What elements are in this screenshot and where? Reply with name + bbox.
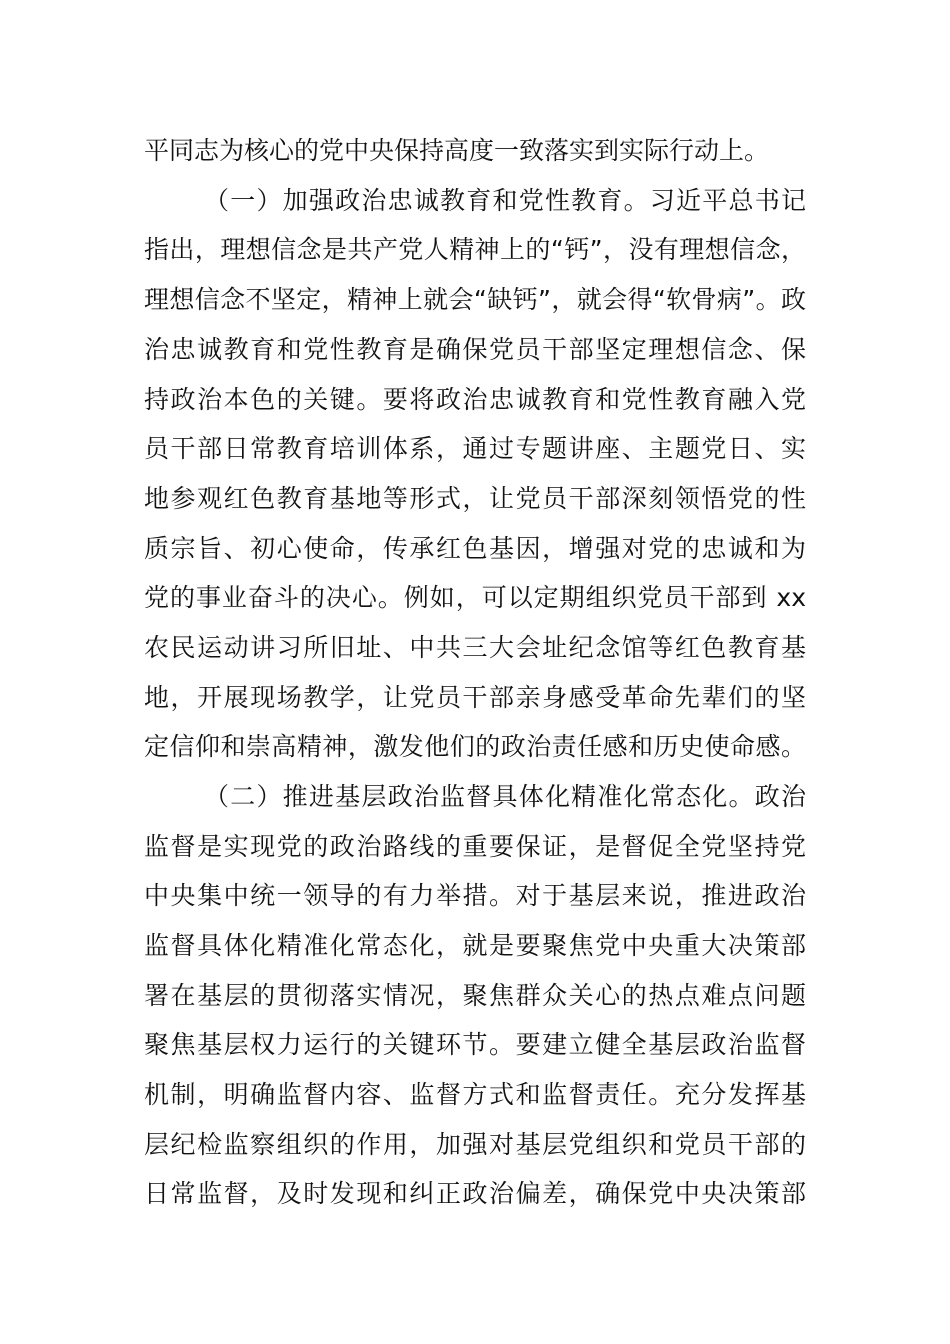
text-line: 员干部日常教育培训体系，通过专题讲座、主题党日、实	[144, 434, 806, 463]
text-line: 中央集中统一领导的有力举措。对于基层来说，推进政治	[144, 881, 806, 910]
text-line: 持政治本色的关键。要将政治忠诚教育和党性教育融入党	[144, 385, 806, 414]
text-line: 地参观红色教育基地等形式，让党员干部深刻领悟党的性	[144, 484, 806, 513]
text-line: 监督是实现党的政治路线的重要保证，是督促全党坚持党	[144, 832, 806, 861]
text-line: 日常监督，及时发现和纠正政治偏差，确保党中央决策部	[144, 1179, 806, 1208]
text-line: 党的事业奋斗的决心。例如，可以定期组织党员干部到 xx	[144, 583, 806, 612]
text-line: 平同志为核心的党中央保持高度一致落实到实际行动上。	[144, 136, 770, 165]
text-line: 监督具体化精准化常态化，就是要聚焦党中央重大决策部	[144, 931, 806, 960]
text-line: 机制，明确监督内容、监督方式和监督责任。充分发挥基	[144, 1080, 806, 1109]
text-line: 指出，理想信念是共产党人精神上的“钙”，没有理想信念，	[144, 235, 806, 264]
text-line: 治忠诚教育和党性教育是确保党员干部坚定理想信念、保	[144, 335, 806, 364]
text-line: 定信仰和崇高精神，激发他们的政治责任感和历史使命感。	[144, 732, 806, 761]
text-line: 地，开展现场教学，让党员干部亲身感受革命先辈们的坚	[144, 683, 806, 712]
text-line: 质宗旨、初心使命，传承红色基因，增强对党的忠诚和为	[144, 534, 806, 563]
text-line: 署在基层的贯彻落实情况，聚焦群众关心的热点难点问题	[144, 981, 806, 1010]
text-line: 农民运动讲习所旧址、中共三大会址纪念馆等红色教育基	[144, 633, 806, 662]
text-line: 理想信念不坚定，精神上就会“缺钙”，就会得“软骨病”。政	[144, 285, 806, 314]
paragraph-heading-line: （二）推进基层政治监督具体化精准化常态化。政治	[204, 782, 806, 811]
text-line: 聚焦基层权力运行的关键环节。要建立健全基层政治监督	[144, 1030, 806, 1059]
text-line: 层纪检监察组织的作用，加强对基层党组织和党员干部的	[144, 1130, 806, 1159]
paragraph-heading-line: （一）加强政治忠诚教育和党性教育。习近平总书记	[204, 186, 806, 215]
